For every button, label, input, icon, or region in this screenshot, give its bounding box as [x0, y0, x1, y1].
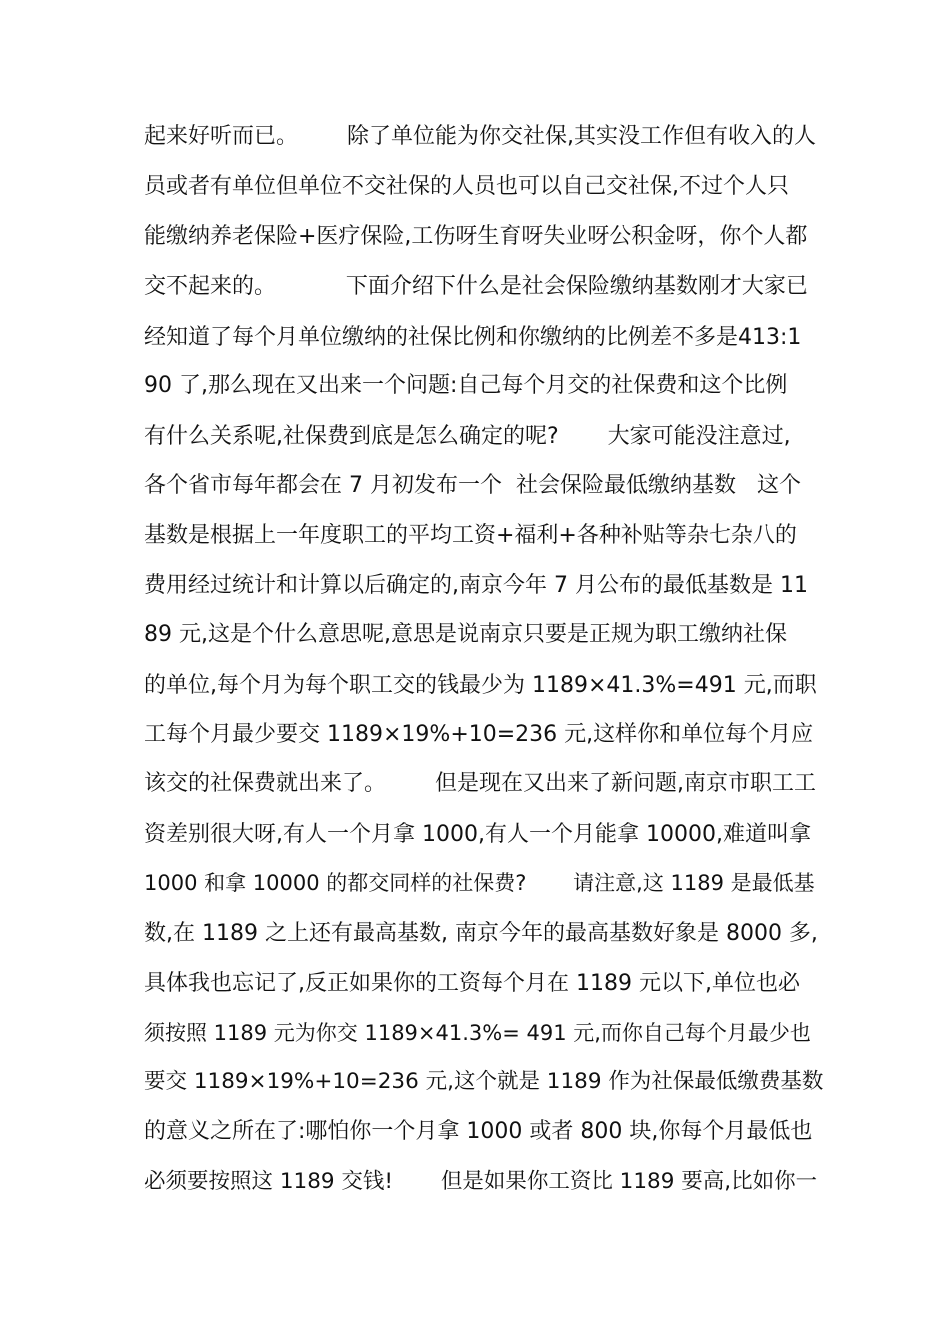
text-line: 起来好听而已。 除了单位能为你交社保,其实没工作但有收入的人 — [144, 124, 816, 149]
text-line: 交不起来的。 下面介绍下什么是社会保险缴纳基数刚才大家已 — [144, 274, 808, 299]
text-line: 要交 1189×19%+10=236 元,这个就是 1189 作为社保最低缴费基数 — [144, 1069, 824, 1094]
text-line: 工每个月最少要交 1189×19%+10=236 元,这样你和单位每个月应 — [144, 722, 814, 747]
text-line: 能缴纳养老保险+医疗保险,工伤呀生育呀失业呀公积金呀，你个人都 — [144, 224, 808, 249]
text-line: 员或者有单位但单位不交社保的人员也可以自己交社保,不过个人只 — [144, 174, 789, 199]
text-line: 必须要按照这 1189 交钱! 但是如果你工资比 1189 要高,比如你一 — [144, 1169, 818, 1194]
text-line: 90 了,那么现在又出来一个问题:自己每个月交的社保费和这个比例 — [144, 373, 788, 398]
text-line: 1000 和拿 10000 的都交同样的社保费? 请注意,这 1189 是最低基 — [144, 871, 815, 895]
text-line: 须按照 1189 元为你交 1189×41.3%= 491 元,而你自己每个月最少也 — [144, 1021, 811, 1045]
text-line: 89 元,这是个什么意思呢,意思是说南京只要是正规为职工缴纳社保 — [144, 622, 787, 647]
text-line: 该交的社保费就出来了。 但是现在又出来了新问题,南京市职工工 — [144, 771, 816, 796]
text-line: 具体我也忘记了,反正如果你的工资每个月在 1189 元以下,单位也必 — [144, 971, 800, 996]
text-line: 有什么关系呢,社保费到底是怎么确定的呢? 大家可能没注意过, — [144, 424, 791, 449]
text-line: 基数是根据上一年度职工的平均工资+福利+各种补贴等杂七杂八的 — [144, 523, 797, 548]
text-line: 费用经过统计和计算以后确定的,南京今年 7 月公布的最低基数是 11 — [144, 573, 808, 598]
text-line: 各个省市每年都会在 7 月初发布一个 社会保险最低缴纳基数 这个 — [144, 473, 801, 498]
text-line: 经知道了每个月单位缴纳的社保比例和你缴纳的比例差不多是413:1 — [144, 325, 802, 350]
text-line: 数,在 1189 之上还有最高基数, 南京今年的最高基数好象是 8000 多, — [144, 921, 818, 946]
text-line: 的单位,每个月为每个职工交的钱最少为 1189×41.3%=491 元,而职 — [144, 673, 817, 698]
text-line: 资差别很大呀,有人一个月拿 1000,有人一个月能拿 10000,难道叫拿 — [144, 822, 811, 847]
text-line: 的意义之所在了:哪怕你一个月拿 1000 或者 800 块,你每个月最低也 — [144, 1119, 813, 1144]
